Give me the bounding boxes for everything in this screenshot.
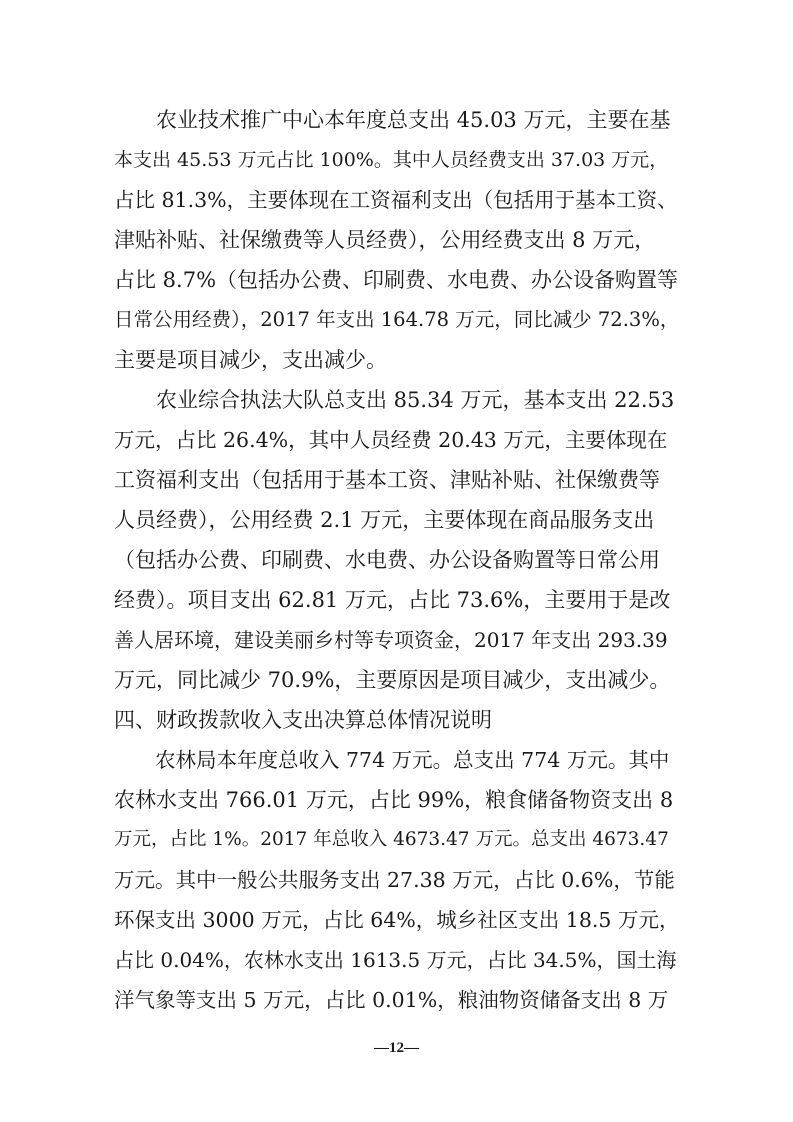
text-line: 农业技术推广中心本年度总支出 45.03 万元，主要在基 — [114, 108, 671, 132]
text-line: 津贴补贴、社保缴费等人员经费），公用经费支出 8 万元， — [114, 228, 656, 252]
text-line: 日常公用经费），2017 年支出 164.78 万元，同比减少 72.3%， — [114, 308, 680, 331]
text-line: 洋气象等支出 5 万元，占比 0.01%，粮油物资储备支出 8 万 — [114, 988, 669, 1012]
text-line: 经费）。项目支出 62.81 万元，占比 73.6%，主要用于是改 — [114, 588, 671, 612]
text-line: 主要是项目减少，支出减少。 — [114, 348, 387, 372]
text-line: 占比 0.04%，农林水支出 1613.5 万元，占比 34.5%，国土海 — [114, 948, 677, 972]
text-line: （包括办公费、印刷费、水电费、办公设备购置等日常公用 — [114, 548, 660, 572]
text-line: 环保支出 3000 万元，占比 64%，城乡社区支出 18.5 万元， — [114, 908, 680, 932]
text-line: 万元，占比 26.4%，其中人员经费 20.43 万元，主要体现在 — [114, 428, 668, 452]
text-line: 人员经费），公用经费 2.1 万元，主要体现在商品服务支出 — [114, 508, 655, 532]
text-line: 万元。其中一般公共服务支出 27.38 万元，占比 0.6%，节能 — [114, 868, 675, 892]
text-line: 万元，占比 1%。2017 年总收入 4673.47 万元。总支出 4673.47 — [114, 829, 669, 850]
text-line: 农林水支出 766.01 万元，占比 99%，粮食储备物资支出 8 — [114, 788, 674, 812]
text-line: 农林局本年度总收入 774 万元。总支出 774 万元。其中 — [114, 748, 670, 772]
text-line: 占比 8.7%（包括办公费、印刷费、水电费、办公设备购置等 — [114, 268, 679, 292]
text-line: 本支出 45.53 万元占比 100%。其中人员经费支出 37.03 万元， — [114, 149, 669, 171]
section-heading: 四、财政拨款收入支出决算总体情况说明 — [114, 708, 492, 732]
text-line: 农业综合执法大队总支出 85.34 万元，基本支出 22.53 — [114, 388, 675, 412]
page-number: —12— — [374, 1040, 419, 1056]
text-line: 善人居环境，建设美丽乡村等专项资金，2017 年支出 293.39 — [114, 628, 668, 652]
text-line: 占比 81.3%，主要体现在工资福利支出（包括用于基本工资、 — [114, 188, 678, 212]
text-line: 工资福利支出（包括用于基本工资、津贴补贴、社保缴费等 — [114, 468, 660, 492]
text-line: 万元，同比减少 70.9%，主要原因是项目减少，支出减少。 — [114, 668, 671, 692]
